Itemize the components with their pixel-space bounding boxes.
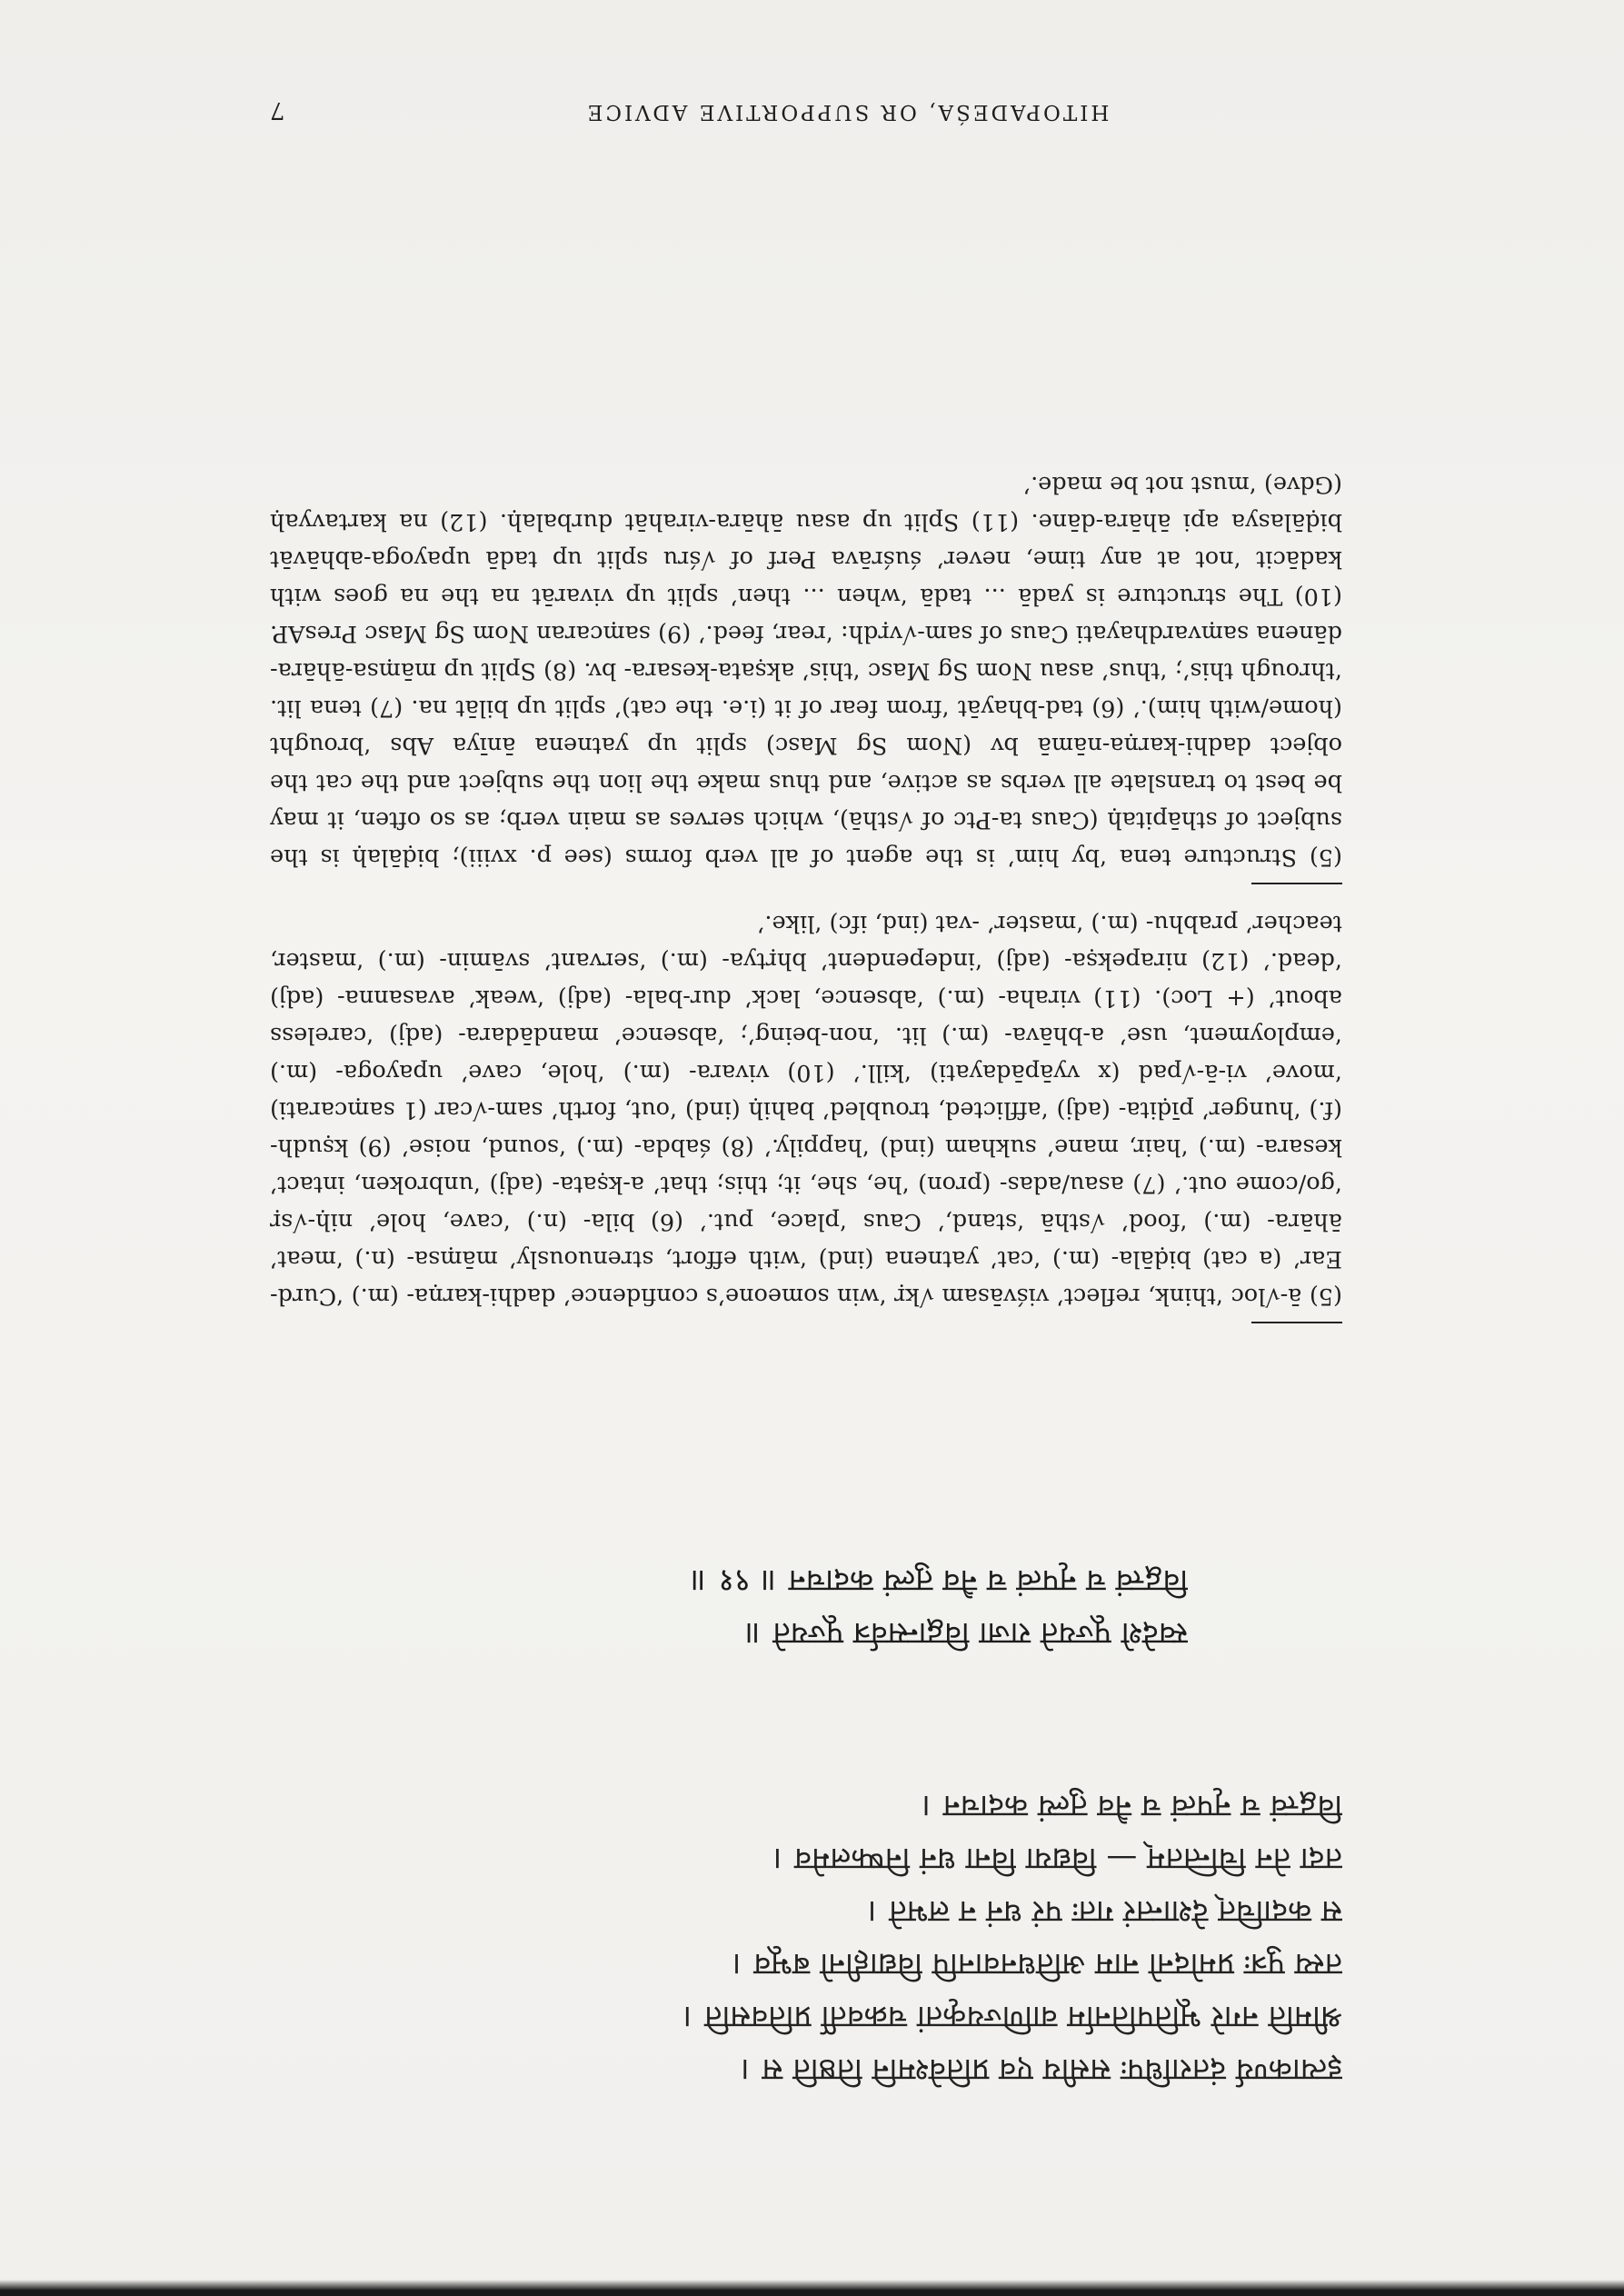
devanagari-line: श्रीमति नगरे भूतिपतिर्नाम वाणिज्यकृतां चक्रवर्ती प्रतिवसति । [682,1999,1342,2035]
notes-section [270,445,1342,1323]
running-title: HITOPADEŚA, OR SUPPORTIVE ADVICE [584,100,1110,124]
verse-line: विद्वत्त्वं च नृपत्वं च नैव तुल्यं कदाचन ॥ ९१ ॥ [690,1562,1188,1599]
devanagari-line: विद्वत्त्वं च नृपत्वं च नैव तुल्यं कदाचन । [922,1788,1342,1824]
devanagari-line: तदा तेन चिन्तितम् — विद्यया विना धनं निष्फलमेव । [772,1841,1342,1877]
devanagari-line: इत्याकर्ण्य दंतराधिपः ससीय एव प्रतिवेश्मनि तिष्ठति स । [740,2051,1342,2088]
section-rule [1251,883,1342,884]
photo-edge-shadow [0,2280,1624,2296]
section-rule [1251,1322,1342,1323]
verse-line: स्वदेशे पूज्यते राजा विद्वान्सर्वत्र पूज्यते ॥ [744,1615,1188,1652]
devanagari-verse [370,1554,1188,1660]
page-number: 7 [270,96,285,124]
structure-notes: (5) Structure tena ‘by him’ is the agent of all verb forms (see p. xviii); biḍālaḥ is the subject of sthāpitaḥ (Caus ta-Ptc of √sthā), which serves as main verb; as so often, it may be best to translate all verbs as active, and thus make the lion the subject and the cat the object dadhi-karṇa-nāmā bv (Nom Sg Masc) split up yatnena ānīya Abs ‘brought (home/with him).’ (6) tad-bhayāt ‘from fear of it (i.e. the cat)’ split up bilāt na. (7) tena lit. ‘through this’; ‘thus’ asau Nom Sg Masc ‘this’ akṣata-kesara- bv. (8) Split up māṃsa-āhāra-dānena saṃvardhayati Caus of sam-√vṛdh: ‘rear, feed.’ (9) saṃcaran Nom Sg Masc PresAP. (10) The structure is yadā ... tadā ‘when ... then’ split up vivarāt na the na goes with kadācit ‘not at any time, never’ śuśrāva Perf of √śru split up tadā upayoga-abhāvāt biḍālasya api āhāra-dāne. (11) Split up asau āhāra-virahāt durbalaḥ. (12) na kartavyaḥ (Gdve) ‘must not be made.’ [270,471,1342,871]
devanagari-prose [270,1780,1342,2096]
vocabulary-notes: (5) ā-√loc ‘think, reflect’ viśvāsam √kṛ ‘win someone’s confidence’ dadhi-karṇa- (m.) ‘Curd-Ear’ (a cat) biḍāla- (m.) ‘cat’ yatnena (ind) ‘with effort, strenuously’ māṃsa- (n.) ‘meat’ āhāra- (m.) ‘food’ √sthā ‘stand,’ Caus ‘place, put.’ (6) bila- (n.) ‘cave, hole’ niḥ-√sṛ ‘go/come out.’ (7) asau/adas- (pron) ‘he, she, it; this; that’ a-kṣata- (adj) ‘unbroken, intact’ kesara- (m.) ‘hair, mane’ sukham (ind) ‘happily.’ (8) śabda- (m.) ‘sound, noise’ (9) kṣudh- (f.) ‘hunger’ pīḍita- (adj) ‘afflicted, troubled’ bahiḥ (ind) ‘out, forth’ sam-√car (1 saṃcarati) ‘move’ vi-ā-√pad (x vyāpādayati) ‘kill.’ (10) vivara- (m.) ‘hole, cave’ upayoga- (m.) ‘employment, use’ a-bhāva- (m.) lit. ‘non-being’; ‘absence’ mandādara- (adj) ‘careless about’ (+ Loc). (11) viraha- (m.) ‘absence, lack’ dur-bala- (adj) ‘weak’ avasanna- (adj) ‘dead.’ (12) nirapekṣa- (adj) ‘independent’ bhṛtya- (m.) ‘servant’ svāmin- (m.) ‘master, teacher’ prabhu- (m.) ‘master’ -vat (ind, ifc) ‘like.’ [270,910,1342,1310]
devanagari-line: स कदाचित् देशान्तरं गतः परं धनं न लभते । [867,1893,1342,1930]
devanagari-line: तस्य पुत्रः प्रमोदनो नाम अतिधनवानपि विद्याहीनो बभूव । [732,1946,1342,1982]
running-head [0,87,1624,124]
